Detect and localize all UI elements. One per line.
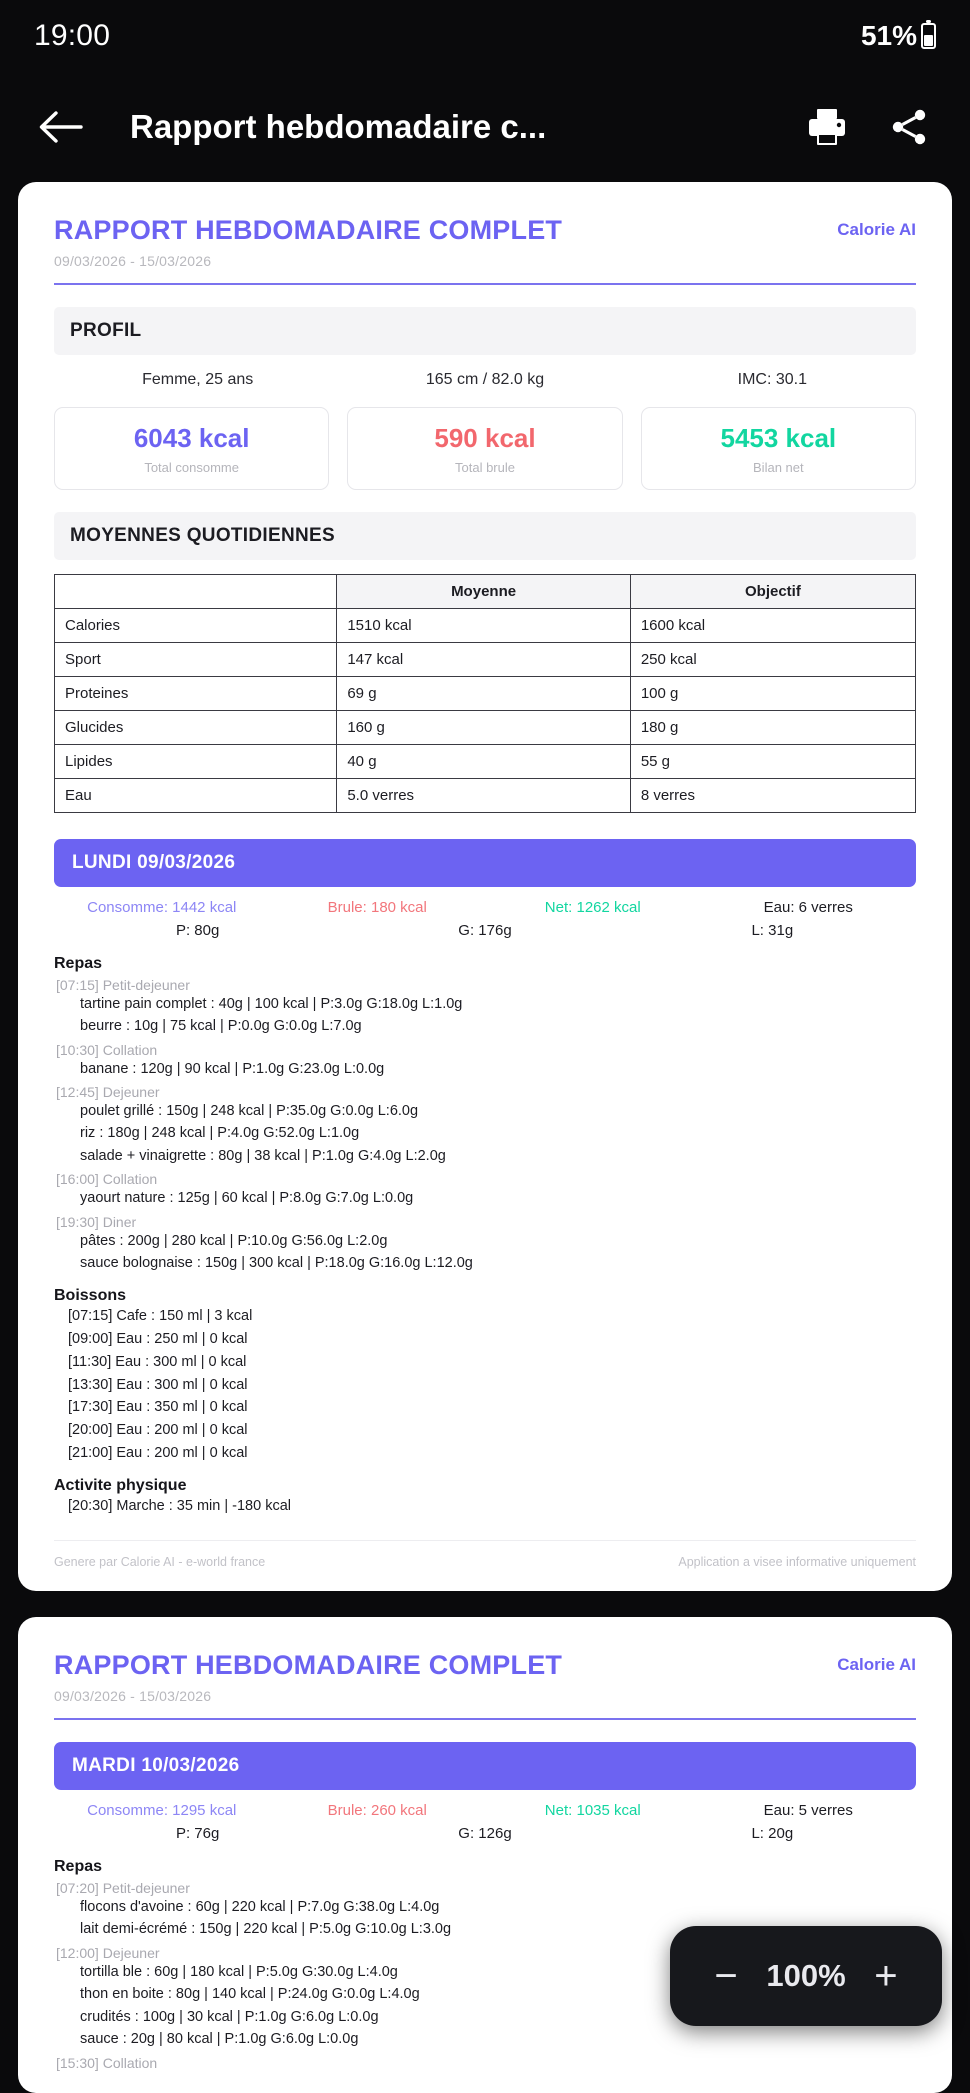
report-title: RAPPORT HEBDOMADAIRE COMPLET (54, 215, 563, 245)
section-heading-averages: MOYENNES QUOTIDIENNES (54, 512, 916, 560)
meal-time: [10:30] Collation (56, 1041, 158, 1058)
day-protein: P: 80g (175, 921, 220, 939)
zoom-control[interactable] (670, 1926, 942, 2026)
meal-item: tortilla ble : 60g | 180 kcal | P:5.0g G:30.0g L:4.0g (80, 1963, 398, 1980)
report-brand: Calorie AI (837, 1655, 916, 1675)
stat-value-total-burned: 590 kcal (434, 422, 536, 453)
meal-item: beurre : 10g | 75 kcal | P:0.0g G:0.0g L:7.0g (80, 1018, 362, 1035)
zoom-level-value: 100% (766, 1958, 846, 1993)
subsection-heading-activite: Activite physique (54, 1477, 187, 1495)
battery-icon (921, 23, 936, 49)
meal-item: riz : 180g | 248 kcal | P:4.0g G:52.0g L:1.0g (80, 1125, 360, 1142)
report-title-group (54, 1651, 562, 1704)
page-footer (54, 1540, 916, 1569)
day-totals-lundi (54, 887, 916, 916)
day-header-mardi: MARDI 10/03/2026 (54, 1742, 916, 1790)
status-bar (0, 0, 970, 72)
table-row (55, 608, 916, 642)
report-date-range: 09/03/2026 - 15/03/2026 (54, 1687, 212, 1704)
day-consumed: Consomme: 1442 kcal (87, 898, 237, 916)
day-protein: P: 76g (175, 1824, 220, 1842)
day-header-lundi: LUNDI 09/03/2026 (54, 839, 916, 887)
profile-cell-height-weight: 165 cm / 82.0 kg (425, 370, 545, 388)
day-macros-mardi (54, 1819, 916, 1846)
table-row (55, 642, 916, 676)
day-fat: L: 20g (751, 1824, 794, 1842)
meal-time: [16:00] Collation (56, 1171, 158, 1188)
day-totals-mardi (54, 1790, 916, 1819)
cell-objectif: 55 g (630, 744, 915, 778)
report-page-1 (18, 182, 952, 1591)
meal-time: [15:30] Collation (56, 2054, 158, 2071)
stat-card-net-balance (641, 407, 916, 490)
cell-moyenne: 147 kcal (337, 642, 630, 676)
app-bar (0, 72, 970, 182)
meal-item: salade + vinaigrette : 80g | 38 kcal | P:1.0g G:4.0g L:2.0g (80, 1147, 446, 1164)
meal-item: lait demi-écrémé : 150g | 220 kcal | P:5.0g G:10.0g L:3.0g (80, 1921, 452, 1938)
day-net: Net: 1262 kcal (544, 898, 641, 916)
cell-objectif: 180 g (630, 710, 915, 744)
day-net: Net: 1035 kcal (544, 1801, 641, 1819)
drink-item: [09:00] Eau : 250 ml | 0 kcal (68, 1330, 248, 1347)
back-arrow-icon[interactable] (30, 96, 92, 158)
cell-metric: Lipides (55, 744, 337, 778)
meal-time: [19:30] Diner (56, 1213, 137, 1230)
cell-metric: Calories (55, 608, 337, 642)
drink-item: [17:30] Eau : 350 ml | 0 kcal (68, 1399, 248, 1416)
cell-moyenne: 5.0 verres (337, 778, 630, 812)
stat-label-total-consumed: Total consomme (144, 459, 239, 475)
stat-label-total-burned: Total brule (455, 459, 515, 475)
meal-item: banane : 120g | 90 kcal | P:1.0g G:23.0g L:0.0g (80, 1060, 385, 1077)
day-fat: L: 31g (751, 921, 794, 939)
share-icon[interactable] (878, 96, 940, 158)
battery-percent: 51% (860, 20, 917, 51)
meal-time: [07:15] Petit-dejeuner (56, 976, 190, 993)
col-header-objectif: Objectif (630, 574, 915, 608)
report-title-group (54, 216, 562, 269)
meal-item: poulet grillé : 150g | 248 kcal | P:35.0g G:0.0g L:6.0g (80, 1102, 419, 1119)
averages-table (54, 574, 916, 813)
meal-time: [07:20] Petit-dejeuner (56, 1879, 190, 1896)
meal-item: crudités : 100g | 30 kcal | P:1.0g G:6.0g L:0.0g (80, 2008, 379, 2025)
subsection-heading-repas: Repas (54, 954, 103, 972)
meal-item: tartine pain complet : 40g | 100 kcal | P:3.0g G:18.0g L:1.0g (80, 995, 463, 1012)
meal-time: [12:45] Dejeuner (56, 1083, 160, 1100)
status-clock: 19:00 (34, 19, 111, 52)
stat-value-total-consumed: 6043 kcal (133, 422, 250, 453)
day-carbs: G: 176g (458, 921, 512, 939)
table-row (55, 710, 916, 744)
table-header-row (55, 574, 916, 608)
cell-metric: Sport (55, 642, 337, 676)
cell-objectif: 8 verres (630, 778, 915, 812)
col-header-metric (55, 574, 337, 608)
meal-item: yaourt nature : 125g | 60 kcal | P:8.0g G:7.0g L:0.0g (80, 1190, 414, 1207)
cell-moyenne: 40 g (337, 744, 630, 778)
page-title: Rapport hebdomadaire c... (130, 108, 547, 145)
meal-item: sauce bolognaise : 150g | 300 kcal | P:18.0g G:16.0g L:12.0g (80, 1255, 473, 1272)
status-right-group (861, 20, 936, 52)
report-header (54, 1651, 916, 1704)
cell-objectif: 1600 kcal (630, 608, 915, 642)
day-consumed: Consomme: 1295 kcal (87, 1801, 237, 1819)
meal-item: pâtes : 200g | 280 kcal | P:10.0g G:56.0g L:2.0g (80, 1232, 388, 1249)
profile-cell-gender-age: Femme, 25 ans (142, 370, 254, 388)
day-macros-lundi (54, 916, 916, 943)
cell-moyenne: 160 g (337, 710, 630, 744)
table-row (55, 676, 916, 710)
zoom-out-button[interactable]: − (714, 1954, 738, 1998)
activity-item: [20:30] Marche : 35 min | -180 kcal (68, 1498, 291, 1515)
day-carbs: G: 126g (458, 1824, 512, 1842)
report-header (54, 216, 916, 269)
col-header-moyenne: Moyenne (337, 574, 630, 608)
table-row (55, 778, 916, 812)
cell-objectif: 250 kcal (630, 642, 915, 676)
report-brand: Calorie AI (837, 220, 916, 239)
drink-item: [21:00] Eau : 200 ml | 0 kcal (68, 1445, 248, 1462)
footer-right: Application a visee informative uniquement (678, 1555, 916, 1570)
profile-row (54, 355, 916, 395)
cell-moyenne: 69 g (337, 676, 630, 710)
cell-metric: Glucides (55, 710, 337, 744)
drink-item: [11:30] Eau : 300 ml | 0 kcal (68, 1353, 247, 1370)
subsection-heading-boissons: Boissons (54, 1286, 127, 1304)
meal-item: sauce : 20g | 80 kcal | P:1.0g G:6.0g L:0.0g (80, 2031, 359, 2048)
header-divider (54, 283, 916, 285)
drink-item: [13:30] Eau : 300 ml | 0 kcal (68, 1376, 248, 1393)
stat-card-total-burned (347, 407, 622, 490)
day-burned: Brule: 260 kcal (327, 1801, 427, 1819)
table-row (55, 744, 916, 778)
stat-card-group (54, 407, 916, 490)
zoom-in-button[interactable]: + (874, 1954, 898, 1998)
stat-label-net-balance: Bilan net (753, 459, 804, 475)
profile-cell-bmi: IMC: 30.1 (737, 370, 807, 388)
day-burned: Brule: 180 kcal (327, 898, 427, 916)
header-divider (54, 1718, 916, 1720)
cell-moyenne: 1510 kcal (337, 608, 630, 642)
report-date-range: 09/03/2026 - 15/03/2026 (54, 252, 212, 269)
day-water: Eau: 5 verres (763, 1801, 853, 1819)
drink-item: [07:15] Cafe : 150 ml | 3 kcal (68, 1307, 253, 1324)
cell-metric: Proteines (55, 676, 337, 710)
meal-item: flocons d'avoine : 60g | 220 kcal | P:7.0g G:38.0g L:4.0g (80, 1898, 440, 1915)
stat-card-total-consumed (54, 407, 329, 490)
day-water: Eau: 6 verres (763, 898, 853, 916)
meal-item: thon en boite : 80g | 140 kcal | P:24.0g G:0.0g L:4.0g (80, 1986, 420, 2003)
cell-objectif: 100 g (630, 676, 915, 710)
report-pages (0, 182, 970, 2093)
footer-left: Genere par Calorie AI - e-world france (54, 1555, 266, 1570)
report-title: RAPPORT HEBDOMADAIRE COMPLET (54, 1650, 563, 1681)
section-heading-profil: PROFIL (54, 307, 916, 355)
stat-value-net-balance: 5453 kcal (720, 422, 837, 453)
subsection-heading-repas: Repas (54, 1857, 103, 1875)
print-icon[interactable] (796, 96, 858, 158)
drink-item: [20:00] Eau : 200 ml | 0 kcal (68, 1422, 248, 1439)
meal-time: [12:00] Dejeuner (56, 1944, 160, 1961)
cell-metric: Eau (55, 778, 337, 812)
